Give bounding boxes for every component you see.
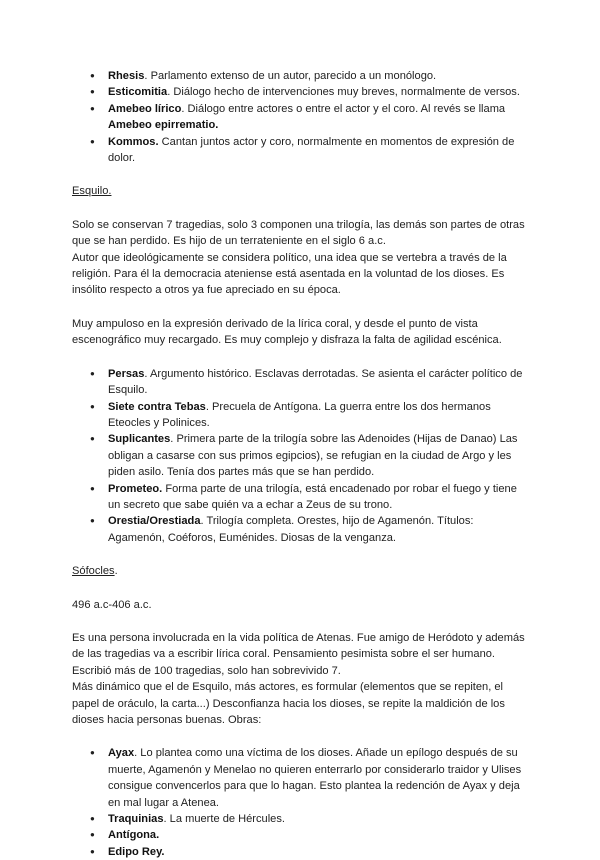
esquilo-paragraph-1: Solo se conservan 7 tragedias, solo 3 componen una trilogía, las demás son partes de otras que se han perdido. Es hijo de un terrateniente en el siglo 6 a.c.	[72, 218, 525, 248]
work-title-antigona: Antígona.	[108, 829, 160, 842]
work-title-orestia: Orestia/Orestiada	[108, 515, 201, 528]
work-description: La muerte de Hércules.	[169, 813, 285, 826]
esquilo-paragraph-2: Autor que ideológicamente se considera político, una idea que se vertebra a través de la religión. Para él la democracia ateniense está asentada en la voluntad de los dioses. Es insólito respecto a otros ya fue apreciado en su época.	[72, 251, 507, 297]
work-description: Forma parte de una trilogía, está encadenado por robar el fuego y tiene un secreto que sabe quién va a echar a Zeus de su trono.	[108, 482, 517, 511]
work-title-suplicantes: Suplicantes	[108, 433, 171, 446]
esquilo-paragraph-3: Muy ampuloso en la expresión derivado de la lírica coral, y desde el punto de vista escenográfico muy recargado. Es muy complejo y disfraza la falta de agilidad escénica.	[72, 317, 502, 347]
section-heading-esquilo: Esquilo.	[72, 185, 112, 198]
definition-text: Parlamento extenso de un autor, parecido a un monólogo.	[150, 70, 437, 82]
definition-text: Diálogo entre actores o entre el actor y el coro. Al revés se llama	[187, 102, 506, 115]
section-heading-sofocles-line: Sófocles.	[72, 565, 118, 578]
work-description: Argumento histórico. Esclavas derrotadas. Se asienta el carácter político de Esquilo.	[108, 367, 523, 397]
list-item: ● Ayax. Lo plantea como una víctima de los dioses. Añade un epílogo después de su muerte, Agamenón y Menelao no quieren enterrarlo por considerarlo traidor y Ulises consigue convencerlos para que lo hagan. Esto plantea la redención de Ayax y deja en mal lugar a Atenea.	[108, 745, 528, 811]
definition-text: Diálogo hecho de intervenciones muy breves, normalmente de versos.	[173, 86, 520, 99]
list-item: ● Traquinias. La muerte de Hércules.	[108, 811, 528, 827]
sofocles-paragraph-2: Más dinámico que el de Esquilo, más actores, es formular (elementos que se repiten, el papel de oráculo, la carta...) Desconfianza hacia los dioses, se repite la maldición de los dioses hacia personas buenas. Obras:	[72, 681, 505, 726]
list-item	[108, 844, 528, 860]
sofocles-works-list	[72, 745, 528, 860]
term-amebeo-lirico: Amebeo lírico	[108, 102, 182, 115]
work-title-prometeo: Prometeo.	[108, 482, 163, 495]
intro-list	[72, 68, 528, 166]
list-item: ● Orestia/Orestiada. Trilogía completa. Orestes, hijo de Agamenón. Títulos: Agamenón, Coéforos, Euménides. Diosas de la venganza.	[108, 513, 528, 546]
list-item: ● Esticomitia. Diálogo hecho de intervenciones muy breves, normalmente de versos.	[108, 84, 528, 100]
list-item	[108, 481, 528, 514]
term-kommos: Kommos.	[108, 135, 159, 148]
term-rhesis: Rhesis	[108, 70, 145, 82]
sofocles-paragraph-1: Es una persona involucrada en la vida política de Atenas. Fue amigo de Heródoto y además de las tragedias va a escribir lírica coral. Pensamiento pesimista sobre el ser humano. Escribió más de 100 tragedias, solo han sobrevivido 7.	[72, 631, 525, 677]
term-amebeo-epirrematio: Amebeo epirrematio.	[108, 119, 219, 132]
list-item: ● Siete contra Tebas. Precuela de Antígona. La guerra entre los dos hermanos Eteocles y Polinices.	[108, 399, 528, 432]
definition-text: Cantan juntos actor y coro, normalmente en momentos de expresión de dolor.	[108, 135, 515, 165]
work-title-persas: Persas	[108, 367, 145, 380]
list-item: ● Persas. Argumento histórico. Esclavas derrotadas. Se asienta el carácter político de Esquilo.	[108, 366, 528, 399]
work-description: Primera parte de la trilogía sobre las Adenoides (Hijas de Danao) Las obligan a casarse con sus primos egipcios), se refugian en la ciudad de Argo y les piden asilo. Tenía dos partes más que se han perdido.	[108, 433, 518, 479]
work-title-edipo-rey: Edipo Rey.	[108, 845, 165, 858]
sofocles-dates: 496 a.c-406 a.c.	[72, 598, 152, 611]
term-esticomitia: Esticomitia	[108, 86, 168, 99]
list-item	[108, 134, 528, 167]
work-description: Trilogía completa. Orestes, hijo de Agamenón. Títulos: Agamenón, Coéforos, Euménides. Diosas de la venganza.	[108, 515, 474, 544]
section-heading-sofocles: Sófocles	[72, 565, 115, 578]
list-item	[108, 827, 528, 843]
work-description: Precuela de Antígona. La guerra entre los dos hermanos Eteocles y Polinices.	[108, 400, 491, 429]
esquilo-works-list	[72, 366, 528, 546]
list-item: ● Suplicantes. Primera parte de la trilogía sobre las Adenoides (Hijas de Danao) Las obligan a casarse con sus primos egipcios), se refugian en la ciudad de Argo y les piden asilo. Tenía dos partes más que se han perdido.	[108, 431, 528, 480]
list-item: ● Amebeo lírico. Diálogo entre actores o entre el actor y el coro. Al revés se llama Amebeo epirrematio.	[108, 101, 528, 134]
work-title-siete-contra-tebas: Siete contra Tebas	[108, 400, 206, 413]
work-title-traquinias: Traquinias	[108, 813, 164, 826]
work-title-ayax: Ayax	[108, 747, 135, 760]
work-description: Lo plantea como una víctima de los dioses. Añade un epílogo después de su muerte, Agamenón y Menelao no quieren enterrarlo por considerarlo traidor y Ulises consigue convencerlos para que lo hagan. Esto plantea la redención de Ayax y deja en mal lugar a Atenea.	[108, 747, 522, 809]
list-item: ● Rhesis. Parlamento extenso de un autor, parecido a un monólogo.	[108, 68, 528, 84]
